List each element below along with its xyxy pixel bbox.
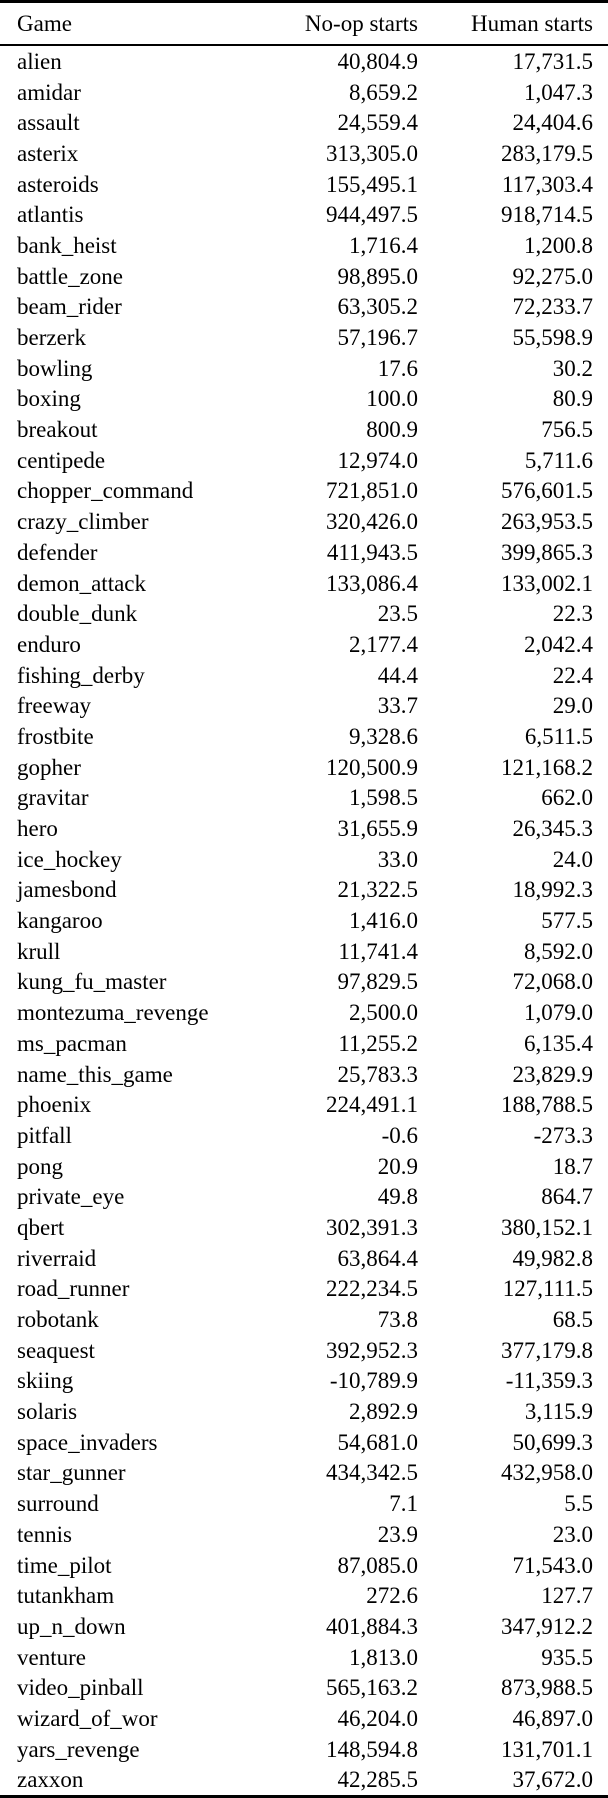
noop-starts-cell: 12,974.0 — [337, 447, 418, 473]
human-starts-cell: 1,047.3 — [524, 79, 593, 105]
noop-starts-cell: 17.6 — [377, 355, 418, 381]
table-row — [0, 138, 608, 169]
noop-starts-cell: 98,895.0 — [337, 263, 418, 289]
noop-starts-cell: 7.1 — [389, 1491, 418, 1517]
noop-starts-cell: 1,416.0 — [349, 908, 418, 934]
game-name-cell: private_eye — [17, 1184, 125, 1210]
table-row — [0, 107, 608, 138]
table-row — [0, 353, 608, 384]
game-name-cell: ice_hockey — [17, 846, 122, 872]
human-starts-cell: 873,988.5 — [501, 1675, 593, 1701]
table-row — [0, 322, 608, 353]
game-name-cell: battle_zone — [17, 263, 124, 289]
noop-starts-cell: 1,716.4 — [349, 232, 418, 258]
noop-starts-cell: 31,655.9 — [337, 816, 418, 842]
table-row — [0, 292, 608, 323]
table-row — [0, 660, 608, 691]
game-name-cell: asterix — [17, 140, 79, 166]
human-starts-cell: 864.7 — [541, 1184, 593, 1210]
game-name-cell: beam_rider — [17, 294, 122, 320]
table-row — [0, 1304, 608, 1335]
table-header — [0, 2, 608, 46]
table-row — [0, 169, 608, 200]
game-name-cell: video_pinball — [17, 1675, 144, 1701]
noop-starts-cell: 63,305.2 — [337, 294, 418, 320]
noop-starts-cell: -10,789.9 — [329, 1368, 418, 1394]
noop-starts-cell: 155,495.1 — [326, 171, 418, 197]
human-starts-cell: 127,111.5 — [502, 1276, 593, 1302]
table-row — [0, 1580, 608, 1611]
noop-starts-cell: 11,255.2 — [338, 1030, 418, 1056]
game-name-cell: jamesbond — [17, 877, 117, 903]
game-name-cell: defender — [17, 539, 98, 565]
table-row — [0, 568, 608, 599]
noop-starts-cell: 33.0 — [377, 846, 418, 872]
noop-starts-cell: 434,342.5 — [326, 1460, 418, 1486]
table-row — [0, 690, 608, 721]
game-name-cell: star_gunner — [17, 1460, 126, 1486]
game-name-cell: time_pilot — [17, 1552, 112, 1578]
human-starts-cell: 935.5 — [541, 1644, 593, 1670]
human-starts-cell: 380,152.1 — [501, 1214, 593, 1240]
noop-starts-cell: 411,943.5 — [326, 539, 418, 565]
game-name-cell: montezuma_revenge — [17, 1000, 209, 1026]
game-name-cell: centipede — [17, 447, 106, 473]
human-starts-cell: 117,303.4 — [501, 171, 593, 197]
table-row — [0, 1120, 608, 1151]
table-row — [0, 1458, 608, 1489]
column-header-noop-starts: No-op starts — [283, 2, 418, 46]
game-name-cell: frostbite — [17, 723, 94, 749]
game-name-cell: yars_revenge — [17, 1736, 140, 1762]
game-name-cell: tennis — [17, 1521, 72, 1547]
game-name-cell: enduro — [17, 631, 81, 657]
noop-starts-cell: 20.9 — [377, 1153, 418, 1179]
human-starts-cell: 121,168.2 — [501, 754, 593, 780]
table-row — [0, 936, 608, 967]
human-starts-cell: 71,543.0 — [512, 1552, 593, 1578]
game-name-cell: gopher — [17, 754, 81, 780]
human-starts-cell: 2,042.4 — [524, 631, 593, 657]
noop-starts-cell: 133,086.4 — [326, 570, 418, 596]
game-name-cell: qbert — [17, 1214, 65, 1240]
table-row — [0, 1366, 608, 1397]
human-starts-cell: 263,953.5 — [501, 509, 593, 535]
noop-starts-cell: 8,659.2 — [349, 79, 418, 105]
game-name-cell: skiing — [17, 1368, 74, 1394]
noop-starts-cell: 54,681.0 — [337, 1429, 418, 1455]
noop-starts-cell: 1,813.0 — [349, 1644, 418, 1670]
table-row — [0, 1151, 608, 1182]
game-name-cell: crazy_climber — [17, 509, 149, 535]
game-name-cell: chopper_command — [17, 478, 194, 504]
human-starts-cell: 131,701.1 — [501, 1736, 593, 1762]
noop-starts-cell: 23.9 — [377, 1521, 418, 1547]
game-name-cell: krull — [17, 938, 61, 964]
table-row — [0, 1550, 608, 1581]
table-row — [0, 1274, 608, 1305]
game-name-cell: pitfall — [17, 1122, 72, 1148]
noop-starts-cell: 944,497.5 — [326, 202, 418, 228]
game-name-cell: surround — [17, 1491, 99, 1517]
human-starts-cell: 26,345.3 — [512, 816, 593, 842]
human-starts-cell: 22.3 — [552, 601, 593, 627]
noop-starts-cell: 224,491.1 — [326, 1092, 418, 1118]
game-name-cell: seaquest — [17, 1337, 95, 1363]
noop-starts-cell: 2,892.9 — [349, 1399, 418, 1425]
human-starts-cell: 127.7 — [541, 1583, 593, 1609]
noop-starts-cell: 33.7 — [377, 693, 418, 719]
human-starts-cell: 5.5 — [564, 1491, 593, 1517]
table-row — [0, 1396, 608, 1427]
human-starts-cell: 6,511.5 — [524, 723, 593, 749]
human-starts-cell: 432,958.0 — [501, 1460, 593, 1486]
noop-starts-cell: 23.5 — [377, 601, 418, 627]
game-name-cell: zaxxon — [17, 1767, 84, 1793]
human-starts-cell: 133,002.1 — [501, 570, 593, 596]
table-row — [0, 1611, 608, 1642]
game-name-cell: assault — [17, 110, 80, 136]
game-name-cell: fishing_derby — [17, 662, 145, 688]
table-row — [0, 1703, 608, 1734]
human-starts-cell: 46,897.0 — [512, 1705, 593, 1731]
header-row — [0, 2, 608, 46]
table-row — [0, 1427, 608, 1458]
human-starts-cell: 92,275.0 — [512, 263, 593, 289]
human-starts-cell: 80.9 — [552, 386, 593, 412]
game-name-cell: demon_attack — [17, 570, 147, 596]
table-row — [0, 476, 608, 507]
game-name-cell: up_n_down — [17, 1613, 126, 1639]
table-row — [0, 1734, 608, 1765]
noop-starts-cell: 40,804.9 — [337, 48, 418, 74]
human-starts-cell: 50,699.3 — [512, 1429, 593, 1455]
table-row — [0, 1089, 608, 1120]
table-row — [0, 967, 608, 998]
noop-starts-cell: 320,426.0 — [326, 509, 418, 535]
human-starts-cell: 24,404.6 — [512, 110, 593, 136]
game-name-cell: hero — [17, 816, 58, 842]
human-starts-cell: 24.0 — [552, 846, 593, 872]
game-name-cell: alien — [17, 48, 62, 74]
game-name-cell: bank_heist — [17, 232, 117, 258]
human-starts-cell: 8,592.0 — [524, 938, 593, 964]
noop-starts-cell: 148,594.8 — [326, 1736, 418, 1762]
human-starts-cell: 399,865.3 — [501, 539, 593, 565]
table-row — [0, 752, 608, 783]
game-name-cell: venture — [17, 1644, 86, 1670]
game-name-cell: pong — [17, 1153, 63, 1179]
game-name-cell: ms_pacman — [17, 1030, 127, 1056]
noop-starts-cell: 73.8 — [377, 1307, 418, 1333]
table-row — [0, 230, 608, 261]
game-name-cell: riverraid — [17, 1245, 97, 1271]
noop-starts-cell: 87,085.0 — [337, 1552, 418, 1578]
human-starts-cell: -273.3 — [533, 1122, 593, 1148]
column-header-game: Game — [0, 2, 283, 46]
game-name-cell: boxing — [17, 386, 81, 412]
human-starts-cell: 377,179.8 — [501, 1337, 593, 1363]
human-starts-cell: 756.5 — [541, 417, 593, 443]
human-starts-cell: 662.0 — [541, 785, 593, 811]
table-row — [0, 199, 608, 230]
human-starts-cell: 29.0 — [552, 693, 593, 719]
human-starts-cell: 6,135.4 — [524, 1030, 593, 1056]
table-row — [0, 1488, 608, 1519]
noop-starts-cell: 100.0 — [366, 386, 418, 412]
game-name-cell: amidar — [17, 79, 81, 105]
noop-starts-cell: 21,322.5 — [337, 877, 418, 903]
human-starts-cell: 18.7 — [552, 1153, 593, 1179]
human-starts-cell: 37,672.0 — [512, 1767, 593, 1793]
table-row — [0, 721, 608, 752]
human-starts-cell: 17,731.5 — [512, 48, 593, 74]
table-row — [0, 1642, 608, 1673]
noop-starts-cell: 721,851.0 — [326, 478, 418, 504]
table-row — [0, 537, 608, 568]
game-name-cell: wizard_of_wor — [17, 1705, 158, 1731]
table-row — [0, 77, 608, 108]
game-name-cell: atlantis — [17, 202, 84, 228]
game-name-cell: robotank — [17, 1307, 99, 1333]
noop-starts-cell: -0.6 — [381, 1122, 418, 1148]
game-name-cell: gravitar — [17, 785, 89, 811]
table-row — [0, 1028, 608, 1059]
table-row — [0, 506, 608, 537]
human-starts-cell: -11,359.3 — [505, 1368, 593, 1394]
noop-starts-cell: 1,598.5 — [349, 785, 418, 811]
table-row — [0, 261, 608, 292]
table-row — [0, 1765, 608, 1797]
human-starts-cell: 577.5 — [541, 908, 593, 934]
noop-starts-cell: 800.9 — [366, 417, 418, 443]
noop-starts-cell: 2,177.4 — [349, 631, 418, 657]
table-row — [0, 629, 608, 660]
human-starts-cell: 188,788.5 — [501, 1092, 593, 1118]
table-row — [0, 813, 608, 844]
noop-starts-cell: 46,204.0 — [337, 1705, 418, 1731]
human-starts-cell: 72,233.7 — [512, 294, 593, 320]
noop-starts-cell: 2,500.0 — [349, 1000, 418, 1026]
noop-starts-cell: 401,884.3 — [326, 1613, 418, 1639]
game-name-cell: road_runner — [17, 1276, 130, 1302]
human-starts-cell: 23.0 — [552, 1521, 593, 1547]
human-starts-cell: 23,829.9 — [512, 1061, 593, 1087]
noop-starts-cell: 24,559.4 — [337, 110, 418, 136]
table-row — [0, 997, 608, 1028]
game-name-cell: freeway — [17, 693, 92, 719]
table-row — [0, 1519, 608, 1550]
table-row — [0, 598, 608, 629]
table-row — [0, 1181, 608, 1212]
human-starts-cell: 49,982.8 — [512, 1245, 593, 1271]
noop-starts-cell: 57,196.7 — [337, 325, 418, 351]
game-name-cell: phoenix — [17, 1092, 92, 1118]
human-starts-cell: 3,115.9 — [524, 1399, 593, 1425]
game-name-cell: kangaroo — [17, 908, 103, 934]
game-name-cell: kung_fu_master — [17, 969, 167, 995]
table-row — [0, 905, 608, 936]
table-row — [0, 45, 608, 77]
table-row — [0, 1672, 608, 1703]
noop-starts-cell: 392,952.3 — [326, 1337, 418, 1363]
noop-starts-cell: 63,864.4 — [337, 1245, 418, 1271]
human-starts-cell: 347,912.2 — [501, 1613, 593, 1639]
noop-starts-cell: 313,305.0 — [326, 140, 418, 166]
column-header-human-starts: Human starts — [418, 2, 608, 46]
game-name-cell: space_invaders — [17, 1429, 158, 1455]
human-starts-cell: 283,179.5 — [501, 140, 593, 166]
table-row — [0, 783, 608, 814]
table-body — [0, 45, 608, 1797]
human-starts-cell: 72,068.0 — [512, 969, 593, 995]
noop-starts-cell: 565,163.2 — [326, 1675, 418, 1701]
human-starts-cell: 1,079.0 — [524, 1000, 593, 1026]
table-row — [0, 445, 608, 476]
human-starts-cell: 1,200.8 — [524, 232, 593, 258]
table-row — [0, 1243, 608, 1274]
noop-starts-cell: 97,829.5 — [337, 969, 418, 995]
noop-starts-cell: 222,234.5 — [326, 1276, 418, 1302]
noop-starts-cell: 11,741.4 — [338, 938, 418, 964]
table-row — [0, 875, 608, 906]
human-starts-cell: 22.4 — [552, 662, 593, 688]
human-starts-cell: 68.5 — [552, 1307, 593, 1333]
game-name-cell: asteroids — [17, 171, 99, 197]
human-starts-cell: 576,601.5 — [501, 478, 593, 504]
game-name-cell: berzerk — [17, 325, 86, 351]
table-row — [0, 414, 608, 445]
human-starts-cell: 5,711.6 — [524, 447, 593, 473]
human-starts-cell: 55,598.9 — [512, 325, 593, 351]
noop-starts-cell: 272.6 — [366, 1583, 418, 1609]
table-row — [0, 384, 608, 415]
noop-starts-cell: 49.8 — [377, 1184, 418, 1210]
table-row — [0, 844, 608, 875]
game-name-cell: breakout — [17, 417, 98, 443]
game-name-cell: double_dunk — [17, 601, 138, 627]
human-starts-cell: 30.2 — [552, 355, 593, 381]
game-name-cell: tutankham — [17, 1583, 115, 1609]
table-row — [0, 1335, 608, 1366]
noop-starts-cell: 120,500.9 — [326, 754, 418, 780]
noop-starts-cell: 9,328.6 — [349, 723, 418, 749]
human-starts-cell: 918,714.5 — [501, 202, 593, 228]
table-row — [0, 1059, 608, 1090]
noop-starts-cell: 302,391.3 — [326, 1214, 418, 1240]
game-name-cell: bowling — [17, 355, 93, 381]
table-row — [0, 1212, 608, 1243]
human-starts-cell: 18,992.3 — [512, 877, 593, 903]
game-name-cell: solaris — [17, 1399, 78, 1425]
game-name-cell: name_this_game — [17, 1061, 173, 1087]
noop-starts-cell: 25,783.3 — [337, 1061, 418, 1087]
noop-starts-cell: 42,285.5 — [337, 1767, 418, 1793]
noop-starts-cell: 44.4 — [377, 662, 418, 688]
